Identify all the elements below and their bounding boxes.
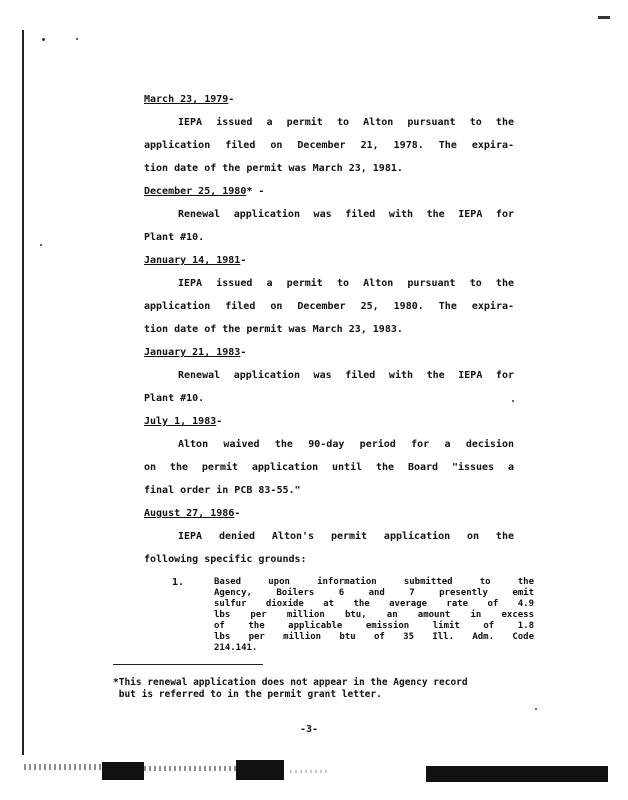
- date-heading: August 27, 1986-: [144, 508, 241, 519]
- scan-noise: [24, 764, 102, 770]
- date-heading: March 23, 1979-: [144, 94, 235, 105]
- scan-left-edge: [22, 30, 24, 755]
- paragraph-line: final order in PCB 83-55.": [144, 485, 301, 496]
- date-heading: July 1, 1983-: [144, 416, 223, 427]
- footnote-line: *This renewal application does not appear in the Agency record: [113, 677, 468, 688]
- paragraph-line: Renewal application was filed with the IEPA for: [178, 370, 514, 381]
- ground-item-line: lbs per million btu, an amount in excess: [214, 610, 534, 620]
- ground-item-line: of the applicable emission limit of 1.8: [214, 621, 534, 631]
- ground-item-line: Based upon information submitted to the: [214, 577, 534, 587]
- paragraph-line: on the permit application until the Board "issues a: [144, 462, 514, 473]
- paragraph-line: application filed on December 21, 1978. The expira-: [144, 140, 514, 151]
- date-heading: January 14, 1981-: [144, 255, 247, 266]
- paragraph-line: Renewal application was filed with the IEPA for: [178, 209, 514, 220]
- paragraph-line: IEPA issued a permit to Alton pursuant to the: [178, 278, 514, 289]
- paragraph-line: Plant #10.: [144, 232, 205, 243]
- ground-item-line: lbs per million btu of 35 Ill. Adm. Code: [214, 632, 534, 642]
- scan-bar: [426, 766, 608, 782]
- paragraph-line: Plant #10.: [144, 393, 205, 404]
- scan-speck: [40, 244, 42, 246]
- paragraph-line: IEPA denied Alton's permit application on the: [178, 531, 514, 542]
- ground-item-line: Agency, Boilers 6 and 7 presently emit: [214, 588, 534, 598]
- ground-item-number: 1.: [172, 577, 185, 588]
- paragraph-line: tion date of the permit was March 23, 1983.: [144, 324, 403, 335]
- paragraph-line: following specific grounds:: [144, 554, 307, 565]
- scan-corner-mark: [598, 16, 610, 23]
- footnote-divider: [113, 664, 263, 665]
- date-heading: January 21, 1983-: [144, 347, 247, 358]
- scan-speck: [42, 38, 45, 41]
- paragraph-line: tion date of the permit was March 23, 1981.: [144, 163, 403, 174]
- date-heading: December 25, 1980* -: [144, 186, 265, 197]
- scan-speck: [76, 38, 78, 40]
- scan-noise: [144, 766, 236, 771]
- scan-noise: [290, 770, 330, 773]
- paragraph-line: IEPA issued a permit to Alton pursuant to the: [178, 117, 514, 128]
- scan-bar: [102, 762, 144, 780]
- paragraph-line: application filed on December 25, 1980. The expira-: [144, 301, 514, 312]
- scan-bar: [236, 760, 284, 780]
- footnote-line: but is referred to in the permit grant letter.: [113, 689, 382, 700]
- ground-item-line: sulfur dioxide at the average rate of 4.9: [214, 599, 534, 609]
- ground-item-line: 214.141.: [214, 643, 258, 653]
- page-number: -3-: [300, 724, 319, 735]
- scan-speck: [535, 708, 537, 710]
- scan-speck: [512, 400, 514, 402]
- paragraph-line: Alton waived the 90-day period for a decision: [178, 439, 514, 450]
